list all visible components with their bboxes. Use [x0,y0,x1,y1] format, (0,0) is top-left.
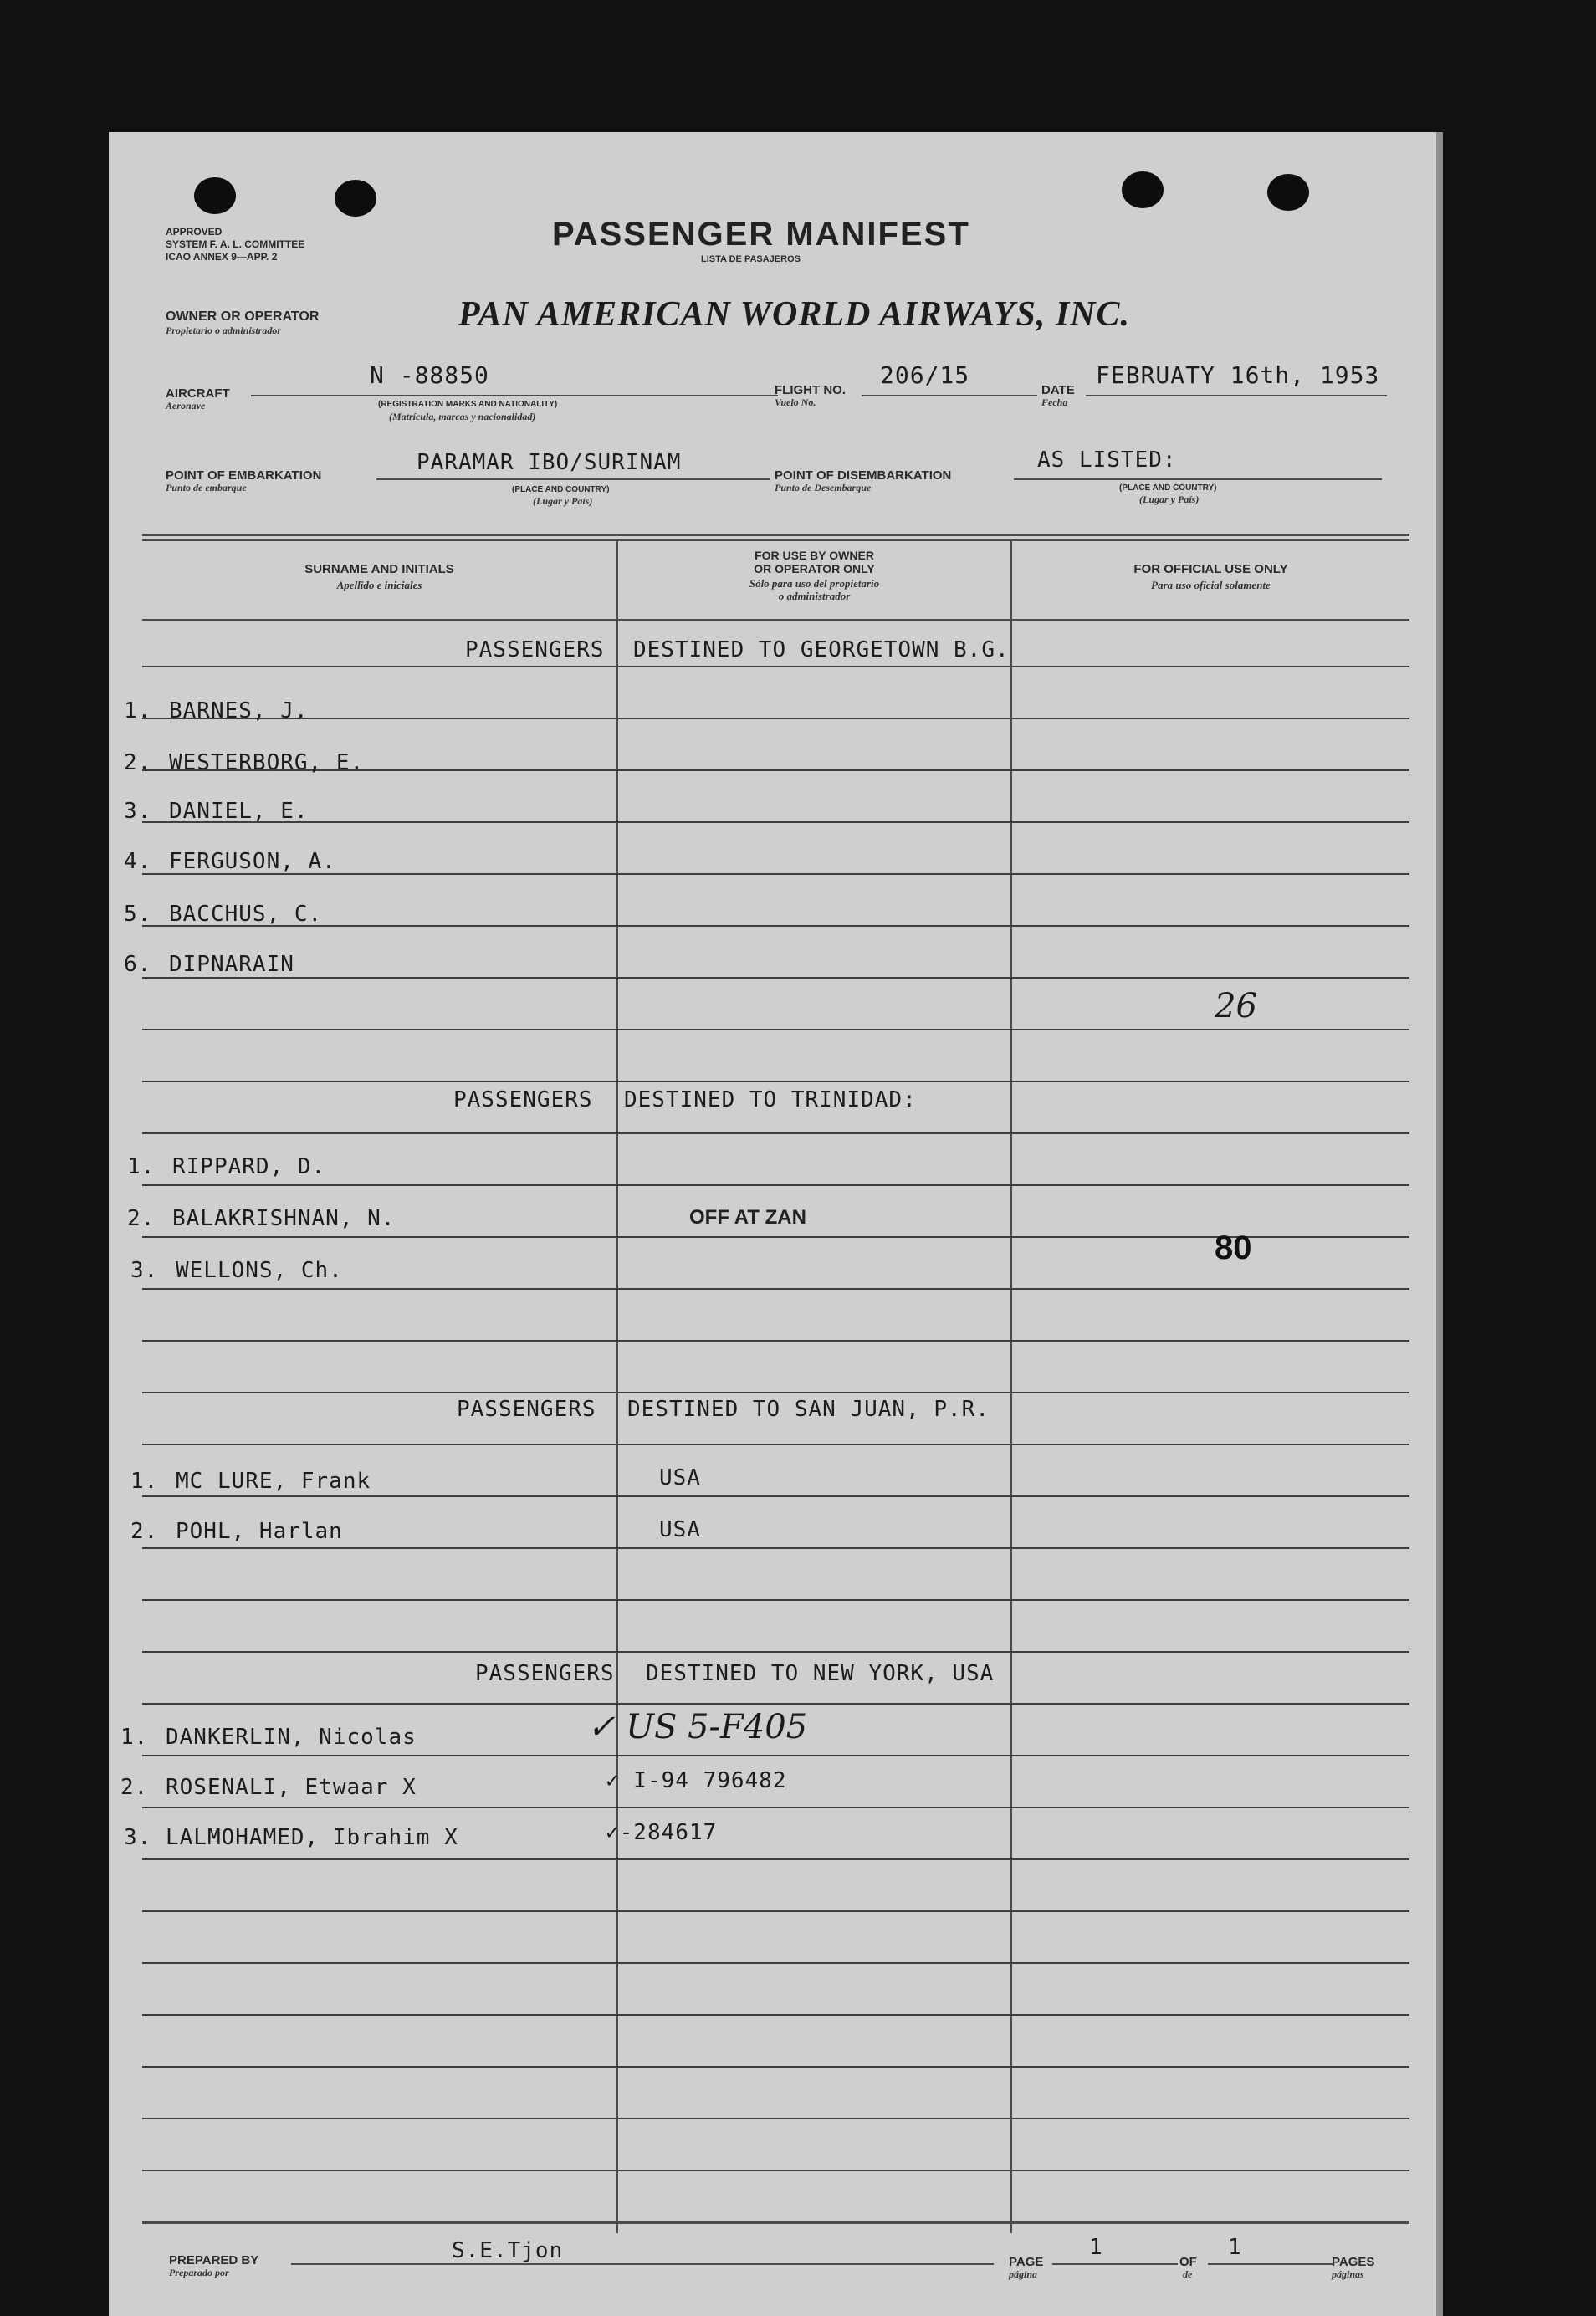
disembark-value: AS LISTED: [1037,447,1177,473]
ruled-line [142,2014,1409,2016]
group-destination-new-york: DESTINED TO NEW YORK, USA [646,1661,995,1686]
punch-hole-icon [194,177,236,214]
passenger-name: POHL, Harlan [176,1519,343,1544]
owner-note: USA [659,1465,701,1490]
ruled-line [142,1444,1409,1445]
owner-note: USA [659,1517,701,1542]
group-header-san-juan: PASSENGERS [457,1397,596,1422]
passenger-number: 3. [124,1825,152,1850]
aircraft-value: N -88850 [370,361,489,389]
disembark-label-es: Punto de Desembarque [775,482,872,493]
registration-caption-es: (Matrícula, marcas y nacionalidad) [389,411,536,422]
page-title: PASSENGER MANIFEST [552,216,970,253]
ruled-line [142,1651,1409,1653]
flight-underline [862,395,1037,396]
of-label-es: de [1183,2268,1193,2280]
passenger-name: LALMOHAMED, Ibrahim X [166,1825,458,1850]
column-header-surname-es: Apellido e iniciales [336,579,422,591]
pages-label: PAGES [1332,2255,1375,2269]
passenger-number: 1. [127,1154,156,1179]
embark-label: POINT OF EMBARKATION [166,468,322,483]
ruled-line [142,1703,1409,1705]
owner-note: OFF AT ZAN [689,1206,806,1229]
table-bottom-rule [142,2221,1409,2224]
passenger-number: 2. [130,1519,159,1544]
prepared-by-value: S.E.Tjon [452,2238,564,2263]
flight-label-es: Vuelo No. [775,396,816,408]
ruled-line [142,1288,1409,1290]
passenger-number: 2. [120,1775,149,1800]
ruled-line [142,1495,1409,1497]
passenger-number: 5. [124,902,152,927]
date-underline [1086,395,1387,396]
embark-label-es: Punto de embarque [166,482,247,493]
ruled-line [142,2118,1409,2119]
table-top-rule [142,534,1409,536]
passenger-name: BALAKRISHNAN, N. [172,1206,396,1231]
passenger-name: WELLONS, Ch. [176,1258,343,1283]
page-title-es: LISTA DE PASAJEROS [701,254,801,264]
ruled-line [142,1599,1409,1601]
prepared-by-label: PREPARED BY [169,2253,259,2267]
disembark-underline [1014,478,1382,480]
passenger-name: WESTERBORG, E. [169,750,365,775]
ruled-line [142,977,1409,979]
passenger-name: ROSENALI, Etwaar X [166,1775,417,1800]
ruled-line [142,666,1409,667]
group-header-georgetown: PASSENGERS [465,637,605,662]
ruled-line [142,821,1409,823]
ruled-line [142,1910,1409,1912]
ruled-line [142,1029,1409,1030]
ruled-line [142,1132,1409,1134]
date-label-es: Fecha [1041,396,1068,408]
passenger-number: 3. [124,799,152,824]
owner-document-number: ✓ I-94 796482 [606,1768,787,1793]
handwritten-document-number: ✓ US 5-F405 [587,1708,808,1746]
disembark-place-caption-es: (Lugar y País) [1139,493,1200,505]
passenger-number: 6. [124,952,152,977]
passenger-number: 2. [124,750,152,775]
owner-document-number: ✓-284617 [606,1820,718,1845]
passenger-number: 1. [120,1725,149,1750]
official-stamp-number: 80 [1215,1230,1252,1266]
passenger-number: 2. [127,1206,156,1231]
prepared-by-label-es: Preparado por [169,2267,229,2278]
punch-hole-icon [1267,174,1309,211]
ruled-line [142,1184,1409,1186]
passenger-name: FERGUSON, A. [169,849,336,874]
disembark-place-caption: (PLACE AND COUNTRY) [1119,483,1217,493]
column-header-surname: SURNAME AND INITIALS [304,562,454,576]
owner-label: OWNER OR OPERATOR [166,309,320,324]
column-divider-1 [616,539,618,2233]
sheet-edge [1436,132,1443,2316]
punch-hole-icon [1122,171,1164,208]
ruled-line [142,2170,1409,2171]
ruled-line [142,718,1409,719]
column-divider-2 [1010,539,1012,2233]
passenger-name: DANIEL, E. [169,799,309,824]
ruled-line [142,1340,1409,1342]
column-header-official: FOR OFFICIAL USE ONLY [1133,562,1288,576]
passenger-number: 3. [130,1258,159,1283]
group-destination-san-juan: DESTINED TO SAN JUAN, P.R. [627,1397,990,1422]
approval-block: APPROVED SYSTEM F. A. L. COMMITTEE ICAO ANNEX 9—APP. 2 [166,226,305,263]
passenger-name: DIPNARAIN [169,952,294,977]
page-value: 1 [1089,2235,1103,2260]
group-header-new-york: PASSENGERS [475,1661,615,1686]
handwritten-note: 26 [1215,987,1257,1025]
column-header-owner-es: Sólo para uso del propietario o administrador [749,577,880,602]
table-top-rule-2 [142,539,1409,541]
flight-label: FLIGHT NO. [775,383,846,397]
flight-value: 206/15 [880,361,970,389]
ruled-line [142,1547,1409,1549]
embark-place-caption: (PLACE AND COUNTRY) [512,485,610,494]
column-header-owner: FOR USE BY OWNER OR OPERATOR ONLY [754,549,875,575]
of-value: 1 [1228,2235,1242,2260]
group-header-trinidad: PASSENGERS [453,1087,593,1112]
ruled-line [142,1807,1409,1808]
ruled-line [142,2066,1409,2068]
of-underline [1208,2263,1333,2265]
ruled-line [142,1081,1409,1082]
group-destination-trinidad: DESTINED TO TRINIDAD: [624,1087,917,1112]
passenger-name: RIPPARD, D. [172,1154,326,1179]
punch-hole-icon [335,180,376,217]
aircraft-underline [251,395,778,396]
passenger-number: 4. [124,849,152,874]
passenger-number: 1. [124,698,152,723]
aircraft-label: AIRCRAFT [166,386,230,401]
page-underline [1052,2263,1178,2265]
ruled-line [142,1962,1409,1964]
date-label: DATE [1041,383,1075,397]
embark-value: PARAMAR IBO/SURINAM [417,450,682,475]
owner-label-es: Propietario o administrador [166,325,282,336]
of-label: OF [1179,2255,1197,2269]
disembark-label: POINT OF DISEMBARKATION [775,468,952,483]
ruled-line [142,1392,1409,1393]
page-label-es: página [1009,2268,1038,2280]
embark-place-caption-es: (Lugar y País) [533,495,593,507]
page-label: PAGE [1009,2255,1044,2269]
pages-label-es: páginas [1332,2268,1364,2280]
passenger-name: MC LURE, Frank [176,1469,371,1494]
passenger-name: BARNES, J. [169,698,309,723]
passenger-name: BACCHUS, C. [169,902,323,927]
registration-caption: (REGISTRATION MARKS AND NATIONALITY) [378,400,558,409]
ruled-line [142,1755,1409,1756]
passenger-name: DANKERLIN, Nicolas [166,1725,417,1750]
passenger-number: 1. [130,1469,159,1494]
embark-underline [376,478,770,480]
column-header-official-es: Para uso oficial solamente [1151,579,1271,591]
operator-name: PAN AMERICAN WORLD AIRWAYS, INC. [458,295,1131,334]
group-destination-georgetown: DESTINED TO GEORGETOWN B.G. [633,637,1010,662]
aircraft-label-es: Aeronave [166,400,206,412]
ruled-line [142,1858,1409,1860]
header-bottom-rule [142,619,1409,621]
prepared-by-underline [291,2263,994,2265]
date-value: FEBRUATY 16th, 1953 [1096,361,1380,389]
ruled-line [142,925,1409,927]
